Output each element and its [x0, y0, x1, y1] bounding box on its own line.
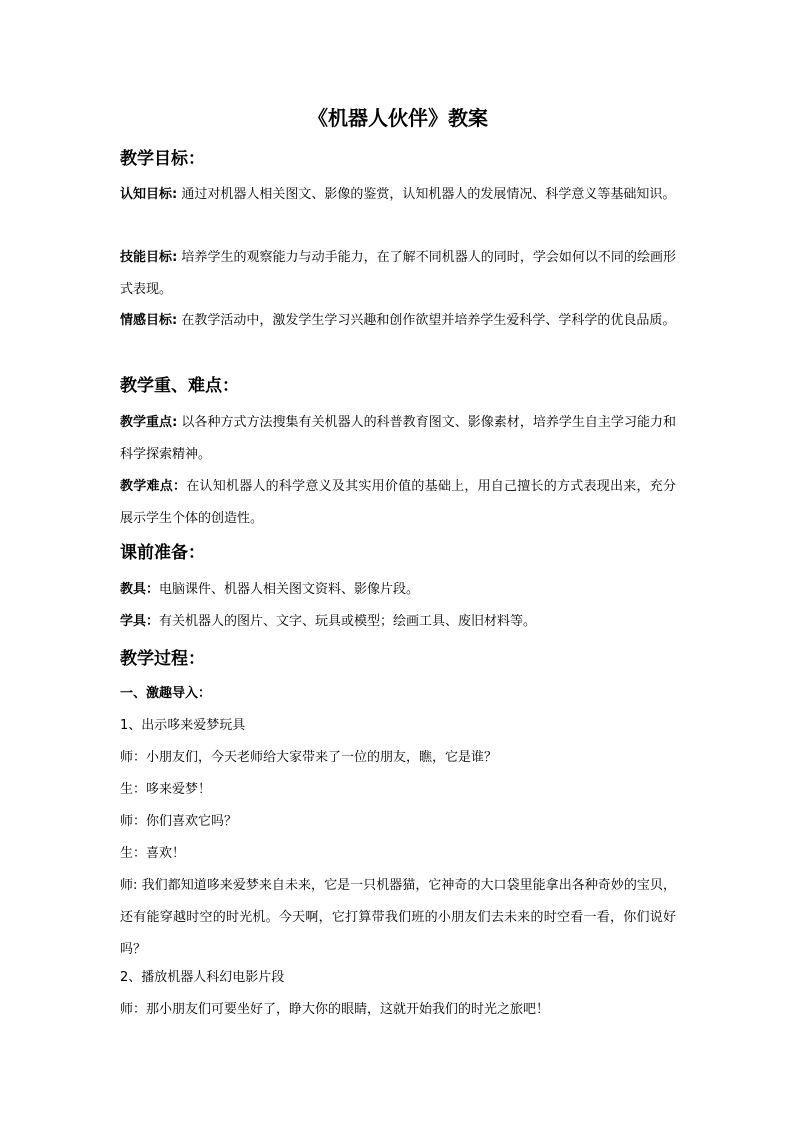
process-line: 2、播放机器人科幻电影片段 [120, 970, 285, 985]
process-heading: 教学过程： [120, 649, 205, 669]
teaching-difficulty-text: 在认知机器人的科学意义及其实用价值的基础上，用自己擅长的方式表现出来，充分展示学生个体的创造性。 [120, 479, 676, 526]
objectives-heading: 教学目标： [120, 149, 205, 169]
teaching-aids-label: 教具： [120, 582, 160, 597]
process-line: 师：那小朋友们可要坐好了，睁大你的眼睛，这就开始我们的时光之旅吧！ [120, 1002, 550, 1017]
process-paragraph: 师: 我们都知道哆来爱梦来自未来，它是一只机器猫，它神奇的大口袋里能拿出各种奇妙的宝贝，还有能穿越时空的时光机。今天啊，它打算带我们班的小朋友们去未来的时空看一看，你们说好吗？ [120, 878, 676, 957]
teaching-aids [120, 580, 419, 600]
process-line: 1、出示哆来爱梦玩具 [120, 718, 246, 733]
process-line: 师：你们喜欢它吗？ [120, 814, 238, 829]
process-line: 师：小朋友们，今天老师给大家带来了一位的朋友，瞧，它是谁？ [120, 750, 498, 765]
process-line: 生：哆来爱梦！ [120, 782, 212, 797]
emotional-objective [120, 305, 676, 337]
skill-objective-text: 培养学生的观察能力与动手能力，在了解不同机器人的同时，学会如何以不同的绘画形式表现。 [120, 250, 676, 297]
teaching-focus-label: 教学重点: [120, 415, 178, 430]
emotional-objective-text: 在教学活动中，激发学生学习兴趣和创作欲望并培养学生爱科学、学科学的优良品质。 [177, 313, 676, 328]
document-page [120, 0, 676, 1123]
process-subheading: 一、激趣导入： [120, 686, 212, 701]
document-title: 《机器人伙伴》教案 [308, 106, 488, 130]
learning-aids-label: 学具： [120, 614, 160, 629]
teaching-difficulty [120, 471, 676, 535]
cognitive-objective-text: 通过对机器人相关图文、影像的鉴赏，认知机器人的发展情况、科学意义等基础知识。 [177, 187, 676, 202]
emotional-objective-label: 情感目标: [120, 313, 178, 328]
skill-objective [120, 242, 676, 306]
teaching-focus-text: 以各种方式方法搜集有关机器人的科普教育图文、影像素材，培养学生自主学习能力和科学探索精神。 [120, 415, 676, 462]
key-points-heading: 教学重、难点： [120, 376, 239, 396]
cognitive-objective-label: 认知目标: [120, 187, 178, 202]
teaching-difficulty-label: 教学难点： [120, 479, 187, 494]
process-line: 生：喜欢！ [120, 846, 186, 861]
learning-aids [120, 612, 536, 632]
learning-aids-text: 有关机器人的图片、文字、玩具或模型；绘画工具、废旧材料等。 [159, 614, 537, 629]
teaching-focus [120, 407, 676, 471]
teaching-aids-text: 电脑课件、机器人相关图文资料、影像片段。 [159, 582, 420, 597]
cognitive-objective [120, 179, 676, 211]
skill-objective-label: 技能目标: [120, 250, 178, 265]
preparation-heading: 课前准备： [120, 543, 205, 563]
